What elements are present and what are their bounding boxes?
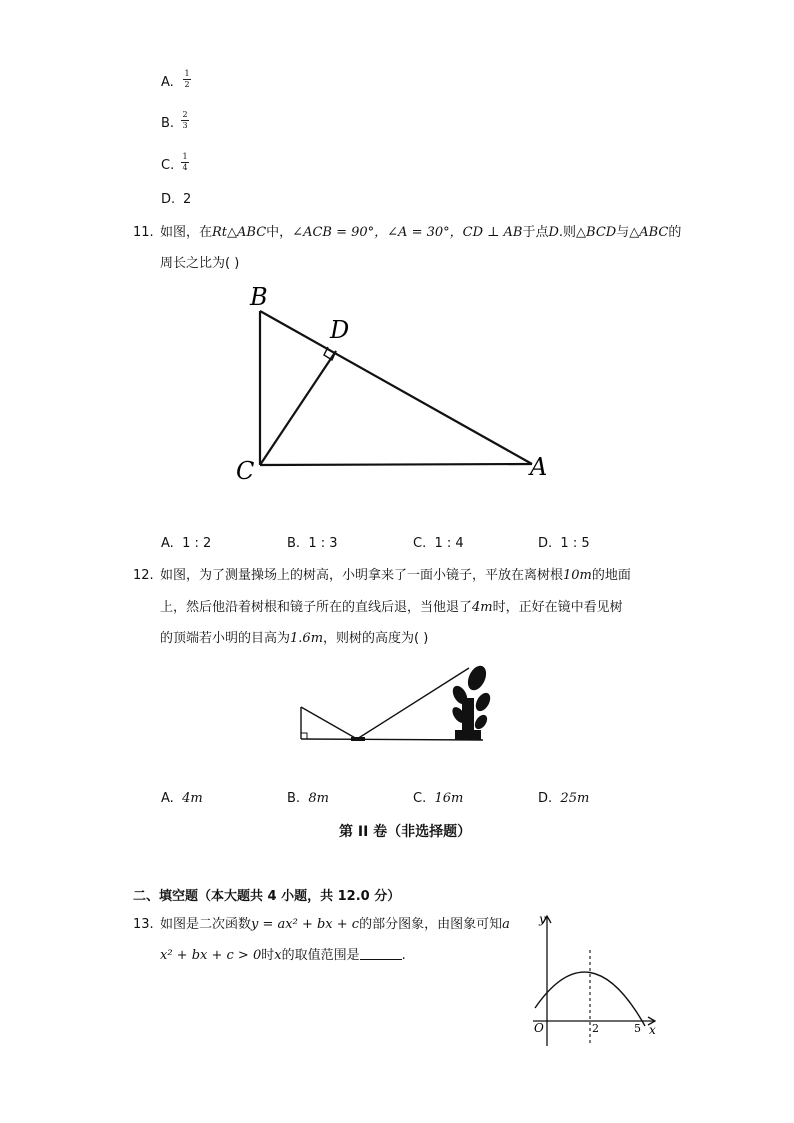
q11-text-c: 于点 xyxy=(522,225,549,240)
reflected-ray xyxy=(357,668,469,739)
q11-option-d xyxy=(538,536,590,551)
q11-option-b xyxy=(287,536,338,551)
tick-label-2: 2 xyxy=(592,1022,599,1035)
q12-tree-mirror-figure xyxy=(297,660,497,750)
q13-math-a: y = ax² + bx + c xyxy=(251,917,360,932)
q12-option-a xyxy=(161,791,203,806)
q12-option-c-text: 16m xyxy=(434,791,464,806)
segment-cd xyxy=(260,351,336,465)
q13-number: 13. xyxy=(133,917,154,932)
q12-math-b: 4m xyxy=(472,600,493,615)
q12-text-a: 如图，为了测量操场上的树高，小明拿来了一面小镜子，平放在离树根 xyxy=(160,568,564,583)
q12-text-f: ，则树的高度为( ) xyxy=(323,631,429,646)
label-b: B xyxy=(250,283,268,311)
q12-line-3 xyxy=(160,623,428,654)
q12-option-d-text: 25m xyxy=(560,791,590,806)
part-2-title: 第 II 卷（非选择题） xyxy=(339,824,472,840)
q11-text-f: 的 xyxy=(668,225,682,240)
q11-option-c-text: 1 : 4 xyxy=(434,536,464,551)
origin-label: O xyxy=(534,1021,544,1035)
q12-option-a-letter: A. xyxy=(161,791,174,806)
q10-option-a-denominator: 2 xyxy=(184,80,190,89)
q12-option-b-text: 8m xyxy=(308,791,329,806)
q12-option-d xyxy=(538,791,589,806)
q11-math-c: D xyxy=(548,225,559,240)
q12-text-b: 的地面 xyxy=(591,568,631,583)
q12-math-a: 10m xyxy=(563,568,592,583)
label-c: C xyxy=(236,457,255,485)
tree-silhouette xyxy=(450,663,493,740)
q13-math-d: x xyxy=(274,948,282,963)
q12-math-c: 1.6m xyxy=(290,631,324,646)
q13-text-d: 的取值范围是 xyxy=(281,948,360,963)
q10-option-b-letter: B. xyxy=(161,116,175,131)
q13-text-b: 的部分图象，由图象可知 xyxy=(359,917,503,932)
q12-line-2 xyxy=(160,592,623,623)
q11-line-2: 周长之比为( ) xyxy=(160,256,240,271)
incident-ray xyxy=(301,707,357,739)
q11-math-b: ∠ACB = 90°，∠A = 30°，CD ⊥ AB xyxy=(292,225,523,240)
q11-option-b-letter: B. xyxy=(287,536,301,551)
q10-option-c-numerator: 1 xyxy=(182,152,188,161)
q13-line-2 xyxy=(160,940,406,971)
q10-option-b-denominator: 3 xyxy=(182,121,188,130)
q11-option-d-letter: D. xyxy=(538,536,553,551)
q13-parabola-graph xyxy=(525,908,665,1048)
q12-line-1 xyxy=(160,560,631,591)
q12-option-a-text: 4m xyxy=(182,791,203,806)
q11-triangle-lines xyxy=(260,311,532,465)
q13-answer-blank[interactable] xyxy=(360,947,402,960)
tick-label-5: 5 xyxy=(634,1022,641,1035)
q12-option-b xyxy=(287,791,329,806)
q11-option-d-text: 1 : 5 xyxy=(560,536,590,551)
q10-option-c-letter: C. xyxy=(161,158,175,173)
q11-triangle-figure xyxy=(236,283,550,485)
q13-math-b: a xyxy=(502,917,510,932)
q10-option-c-fraction xyxy=(181,153,189,172)
q10-option-d-value: 2 xyxy=(183,192,192,207)
side-ab xyxy=(260,311,532,464)
side-ca xyxy=(260,464,532,465)
q10-option-a-numerator: 1 xyxy=(184,69,190,78)
label-a: A xyxy=(530,453,548,481)
q13-text-a: 如图是二次函数 xyxy=(160,917,252,932)
q11-option-a xyxy=(161,536,211,551)
q10-option-a-fraction xyxy=(183,70,191,89)
q10-option-c-denominator: 4 xyxy=(182,163,188,172)
q11-text-b: 中， xyxy=(266,225,293,240)
q13-text-e: . xyxy=(401,948,406,963)
q11-text-e: 与 xyxy=(616,225,630,240)
q11-math-e: △ABC xyxy=(629,225,669,240)
q13-line-1 xyxy=(160,909,510,940)
q10-option-b-numerator: 2 xyxy=(182,110,188,119)
q10-option-d-letter: D. xyxy=(161,192,176,207)
q12-option-d-letter: D. xyxy=(538,791,553,806)
q11-option-c xyxy=(413,536,464,551)
q12-text-c: 上，然后他沿着树根和镜子所在的直线后退，当他退了 xyxy=(160,600,473,615)
q13-math-c: x² + bx + c > 0 xyxy=(160,948,262,963)
q13-text-c: 时 xyxy=(261,948,275,963)
person-right-angle xyxy=(301,733,307,739)
mirror xyxy=(351,737,365,741)
q10-option-a-letter: A. xyxy=(161,75,174,90)
q12-text-d: 时，正好在镜中看见树 xyxy=(492,600,623,615)
q12-option-c xyxy=(413,791,463,806)
q11-math-a: Rt△ABC xyxy=(212,225,267,240)
q11-line-1 xyxy=(160,217,681,248)
q12-text-e: 的顶端若小明的目高为 xyxy=(160,631,291,646)
q11-option-c-letter: C. xyxy=(413,536,427,551)
q11-text-d: .则 xyxy=(558,225,577,240)
y-label: y xyxy=(539,912,546,926)
q12-option-c-letter: C. xyxy=(413,791,427,806)
q10-option-b-fraction xyxy=(181,111,189,130)
q11-text-a: 如图，在 xyxy=(160,225,213,240)
q12-number: 12. xyxy=(133,568,154,583)
q11-option-b-text: 1 : 3 xyxy=(308,536,338,551)
label-d: D xyxy=(330,316,350,344)
q12-option-b-letter: B. xyxy=(287,791,301,806)
x-label: x xyxy=(649,1023,656,1037)
q11-option-a-text: 1 : 2 xyxy=(182,536,212,551)
q11-math-d: △BCD xyxy=(576,225,617,240)
section-2-heading: 二、填空题（本大题共 4 小题，共 12.0 分） xyxy=(133,889,401,904)
q11-option-a-letter: A. xyxy=(161,536,174,551)
q11-number: 11. xyxy=(133,225,154,240)
